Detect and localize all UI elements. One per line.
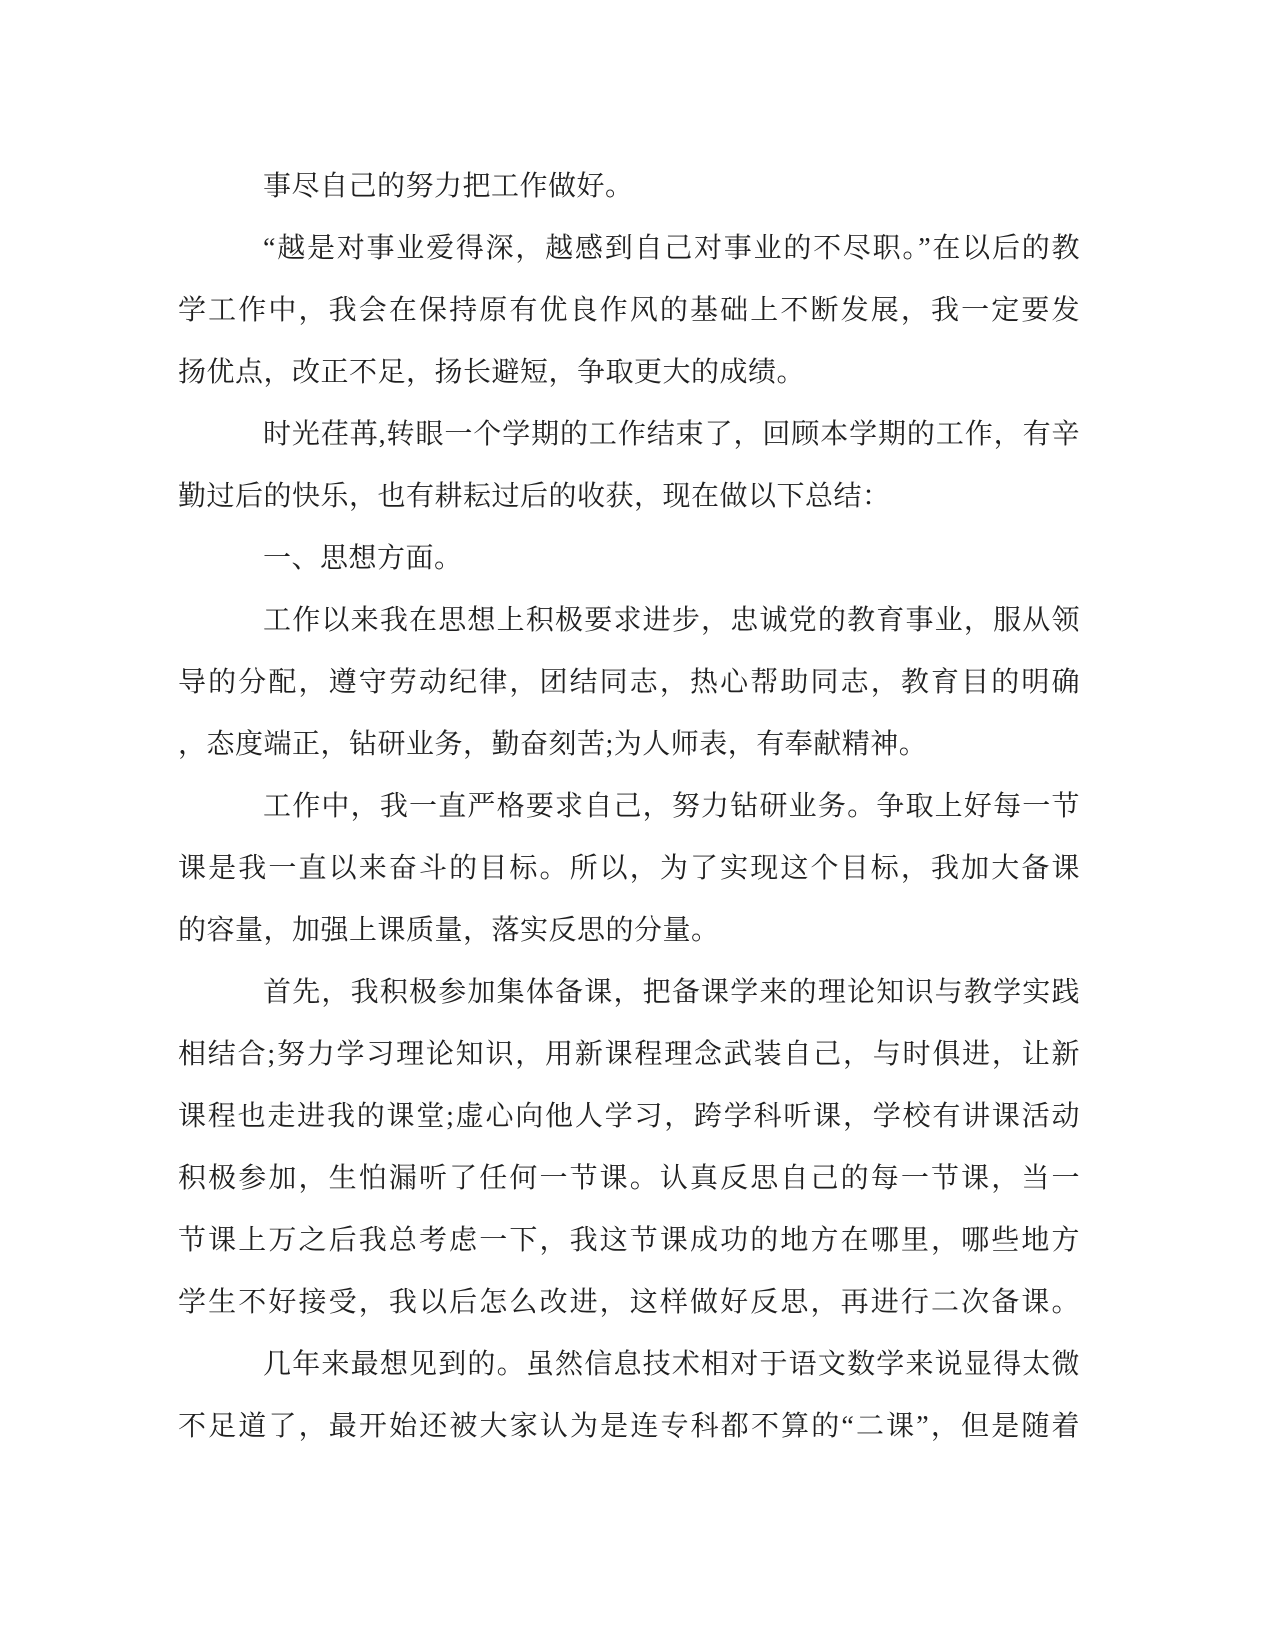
text-line: 扬优点，改正不足，扬长避短，争取更大的成绩。	[178, 357, 806, 388]
text-line: 学生不好接受，我以后怎么改进，这样做好反思，再进行二次备课。	[178, 1287, 1080, 1318]
text-line: 一、思想方面。	[263, 543, 463, 574]
text-line: ，态度端正，钻研业务，勤奋刻苦;为人师表，有奉献精神。	[178, 729, 928, 760]
text-line: 节课上万之后我总考虑一下，我这节课成功的地方在哪里，哪些地方	[178, 1225, 1080, 1256]
document-content	[178, 156, 1080, 1458]
text-line: 工作中，我一直严格要求自己，努力钻研业务。争取上好每一节	[263, 791, 1080, 822]
text-line: “越是对事业爱得深，越感到自己对事业的不尽职。”在以后的教	[263, 233, 1080, 264]
text-line: 课程也走进我的课堂;虚心向他人学习，跨学科听课，学校有讲课活动	[178, 1101, 1080, 1132]
text-line: 首先，我积极参加集体备课，把备课学来的理论知识与教学实践	[263, 977, 1080, 1008]
text-line: 勤过后的快乐，也有耕耘过后的收获，现在做以下总结：	[178, 481, 891, 512]
text-line: 导的分配，遵守劳动纪律，团结同志，热心帮助同志，教育目的明确	[178, 667, 1080, 698]
text-line: 工作以来我在思想上积极要求进步，忠诚党的教育事业，服从领	[263, 605, 1080, 636]
text-line: 课是我一直以来奋斗的目标。所以，为了实现这个目标，我加大备课	[178, 853, 1080, 884]
text-line: 不足道了，最开始还被大家认为是连专科都不算的“二课”，但是随着	[178, 1411, 1080, 1442]
text-line: 相结合;努力学习理论知识，用新课程理念武装自己，与时俱进，让新	[178, 1039, 1080, 1070]
text-line: 学工作中，我会在保持原有优良作风的基础上不断发展，我一定要发	[178, 295, 1080, 326]
text-line: 积极参加，生怕漏听了任何一节课。认真反思自己的每一节课，当一	[178, 1163, 1080, 1194]
text-line: 几年来最想见到的。虽然信息技术相对于语文数学来说显得太微	[263, 1349, 1080, 1380]
text-line: 的容量，加强上课质量，落实反思的分量。	[178, 915, 720, 946]
text-line: 事尽自己的努力把工作做好。	[263, 171, 634, 202]
text-line: 时光荏苒,转眼一个学期的工作结束了，回顾本学期的工作，有辛	[263, 419, 1080, 450]
